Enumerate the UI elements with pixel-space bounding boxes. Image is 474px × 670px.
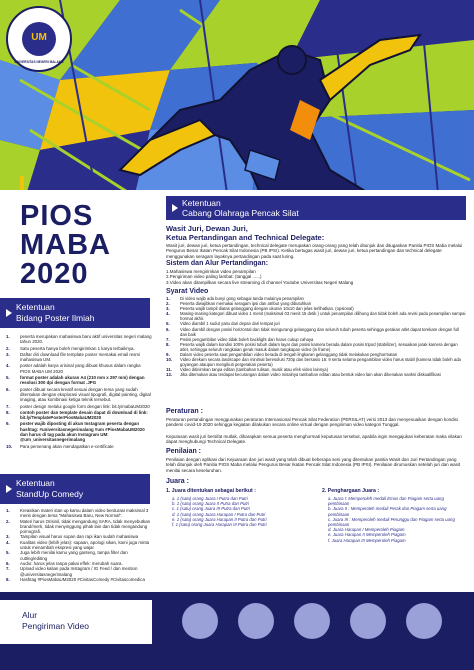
- list-item: d. Juara Harapan I Memperoleh Piagam: [328, 527, 405, 533]
- flow-step-3: [294, 603, 330, 639]
- list-item: 3.Video akan ditampilkan secara live streaming di channel Youtube Universitas Negeri Malang: [166, 279, 354, 285]
- list-item: b. Juara II : Memperoleh medali Perak dan Piagam serta uang pembinaan: [328, 506, 447, 517]
- ribbon-label: Ketentuan: [182, 198, 221, 208]
- list-item: 10. Para pemenang akan mendapatkan e-certificate: [6, 443, 114, 449]
- seal-text: UNIVERSITAS NEGERI MALANG: [14, 60, 64, 64]
- list-item: 1. peserta merupakan mahasiswa baru aktif universitas negeri malang tahun 2020.: [6, 334, 152, 345]
- alur-title: Pengiriman Video: [22, 621, 89, 631]
- list-item: 6. Audio: harus jelas tanpa pakai effek: merubah suara.: [6, 560, 123, 566]
- flow-step-2: [238, 603, 274, 639]
- university-seal: [6, 6, 72, 72]
- list-item: 4. Kualitas video (lebih jelas): sapaan, apologi sikan, kami juga minta untuk menambah ekspresi yang wajar: [6, 539, 150, 551]
- list-item: 11. Video ditinimkan tanpa editan (tambahan tulisan, musik atau efek video lainnya): [166, 367, 328, 373]
- list-item: 3. Daftar diri download file template poster memakai email resmi mahasiswa UM.: [6, 351, 141, 363]
- sistem-heading: Sistem dan Alur Pertandingan:: [166, 260, 269, 267]
- ribbon-title: Bidang Poster Ilmiah: [16, 313, 95, 323]
- list-item: 5. Video diambil 1 sudut yaitu dari depan dari tempat juri: [166, 321, 280, 327]
- list-item: 3. Peserta wajib tampil diatas gelanggang dengan ukuran 10x10 dan jelas terlihatkan. (opsional): [166, 306, 354, 312]
- pencak-heading-2: Ketua Pertandingan and Technical Delegate:: [166, 233, 325, 242]
- list-item: 7. Upload video kalian pada Instagram / IG Feed / dan mention @universitasnegerimalang: [6, 566, 138, 577]
- list-item: 10. Video direkam secara landscape dan minimal beresolusi 720p dan bersasio 16: 9 serta selama pengambilan video harus stabil (kamera tidak boleh ada goyangan ataupun mengikuti pergerakan peserta): [166, 357, 461, 368]
- ribbon-poster-ilmiah: [0, 298, 150, 328]
- list-item: 1.Mahasiswa mengirimkan video penampilan: [166, 269, 256, 274]
- alur-box: [0, 600, 152, 644]
- pencak-heading-1: Wasit Juri, Dewan Juri,: [166, 224, 248, 233]
- title-line-1: PIOS: [20, 200, 94, 232]
- list-item: 2.Pengiriman video paling lambat: (tanggal ......): [166, 274, 262, 280]
- list-item: e. Juara Harapan II Memperoleh Piagam: [328, 532, 406, 538]
- ribbon-pencak-silat: [166, 196, 466, 220]
- list-item: 8. Hashtag #PiosMabaUM2020 #CivitasComedy #Civitascomedica: [6, 576, 145, 582]
- ilmiah-rules-list: [6, 334, 152, 450]
- list-item: 5. format poster adalah ukuran A4 (210 mm x 297 mm) dengan resolusi 300 dpi dengan format .JPG: [6, 375, 145, 386]
- juara-2-heading: 2. Penghargaan Juara :: [322, 488, 380, 494]
- arrow-icon: [172, 204, 178, 212]
- list-item: a. 1 (satu) orang Juara I Putra dan Putri: [172, 496, 248, 501]
- list-item: 6. Video diambil dengan posisi horizontal dan tidak mengurangi gelanggang dan seluruh tubuh peserta sehingga gerakan atlet dapat terekam dengan full dan baik: [166, 326, 459, 337]
- ribbon-title: Cabang Olahraga Pencak Silat: [182, 208, 299, 218]
- list-item: c. Juara III : Memperoleh medali Perunggu dan Piagam serta uang pembinaan: [328, 516, 455, 528]
- list-item: 12. Jika ditemukan atau terdapat kecurangan dalam video misalnya tambahan editan atau bentuk video lain akan dikenakan sanksi diskualifikasi: [166, 372, 441, 378]
- syarat-list: [166, 296, 466, 378]
- list-item: e. 1 (satu) orang Juara Harapan II Putra dan Putri: [172, 516, 267, 522]
- list-item: f. 1 (satu) orang Juara Harapan III Putra dan Putri: [172, 522, 267, 528]
- list-item: 7. poster design melalui google form dengan link: bit.ly/mabaUM2020: [6, 403, 150, 409]
- ribbon-title: StandUp Comedy: [16, 489, 84, 499]
- flow-step-4: [350, 603, 386, 639]
- list-item: 6. poster dibuat secara kreatif sesuai dengan tema yang sudah ditentukan dengan eksplorasi visual tipografi, digital painting, digital imaging, atau kombinasi ketiga teknik tersebut.: [6, 386, 151, 403]
- list-item: 9. poster wajib diposting di akun Instagram peserta dengan hashtag: #universitasnegerimalang #um #PiosMabaUM2020 dan harus di tag pada akun Instagram UM: @um_universitasnegerimalang: [6, 421, 145, 443]
- title-line-3: 2020: [20, 258, 89, 290]
- list-item: 8. contoh poster dan template desain dapat di download di link: bit.ly/TemplatePosterPiosMabaUM2020: [6, 409, 148, 421]
- page-title: [20, 202, 111, 289]
- ribbon-label: Ketentuan: [16, 302, 55, 312]
- arrow-icon: [6, 309, 12, 317]
- list-item: b. 1 (satu) orang Juara II Putra dan Putri: [172, 501, 249, 507]
- list-item: 7. Posisi pengambilan video tidak boleh backlight dan harus cukup cahaya: [166, 336, 314, 342]
- list-item: 3. Tampilan visual harus sopan dan rapi ikan sudah mahasiswa: [6, 534, 139, 540]
- list-item: c. 1 (satu) orang Juara III Putra dan Putri: [172, 506, 250, 512]
- penilaian-text: Penilaian dengan aplikasi dari Kejuaraan dan juri wasit yang telah dibuat beberapa seni yang ditentukan panitia Wasit dan Juri Pertandingan yang telah ditunjuk oleh Panitia PIOS Maba melalui Pengurus Besar Ikatan Pencak Silat Indonesia (PB IPSI). Penilaian dirumuskan setelah juri dan wasit menilai secara keseluruhan.: [166, 457, 461, 473]
- peraturan-text-2: Keputusan wasit juri bersifat mutlak, diharapkan semua peserta menghormati keputusan tersebut, apabila ingin mengajukan keberatan maka silakan dapat menghubungi Technical Delegate.: [166, 434, 462, 445]
- list-item: f. Juara Harapan III Memperoleh Piagam: [328, 537, 406, 543]
- seal-mark: UM: [31, 32, 47, 43]
- juara-2-list: [328, 496, 466, 543]
- penilaian-heading: Penilaian :: [166, 448, 202, 455]
- flow-step-5: [406, 603, 442, 639]
- list-item: a. Juara I: Memperoleh medali Emas dan Piagam serta uang pembinaan: [328, 496, 444, 507]
- list-item: 5. Juga lebih menilai kamu yang ganteng, tampa filter dan cutting/editing: [6, 550, 128, 561]
- list-item: 4. poster adalah karya orisinal yang dibuat khusus dalam rangka PIOS MABA UM 2020: [6, 363, 141, 374]
- ribbon-standup-comedy: [0, 474, 150, 504]
- list-item: 1. Kreasikan materi stan up kamu dalam video berdurasi maksimal 3 menit dengan tema "Mahasiswa Baru, New Normal".: [6, 508, 149, 519]
- syarat-heading: Syarat Video: [166, 288, 209, 295]
- list-item: 1. Di video wajib ada bunyi gong sebagai tanda mulainya penampilan: [166, 296, 304, 301]
- ribbon-label: Ketentuan: [16, 478, 55, 488]
- juara-heading: Juara :: [166, 478, 189, 485]
- peraturan-text: Peraturan pertandingan menggunakan peraturan Internasional Pencak Silat Federation (PERSILAT) versi 2013 dan menyesuaikan dengan kondisi pandemi covid-19 2020 sehingga kegiatan dilakukan secara online virtual dengan pengiriman video kategori Tunggal.: [166, 417, 458, 428]
- juara-1-heading: 1. Juara ditentukan sebagai berikut :: [166, 488, 256, 494]
- alur-label: Alur: [22, 610, 38, 620]
- list-item: 2. Materi harus Orisinil, tidak mengandung SARA, tidak menyebutkan brand/merk, tidak menyinggung pihak lain dan tidak mengandung pornografi.: [6, 518, 151, 535]
- standup-rules-list: [6, 508, 152, 582]
- sistem-list: [166, 269, 466, 285]
- arrow-icon: [6, 485, 12, 493]
- list-item: 2. Satu peserta hanya boleh mengirimkan 1 karya terbaiknya.: [6, 345, 135, 351]
- list-item: 9. Dalam video peserta saat pengambilan video berada di tengah lingkaran gelanggang tidak melakukan penghormatan: [166, 352, 398, 358]
- pencak-intro: Wasit juri, dewan juri, ketua pertandingan, technical delegate merupakan orang-orang yang telah ditunjuk dan ditugaskan Panitia PIOS Maba melalui Pengurus Besar Ikatan Pencak Silat Indonesia (PB IPSI). Ketika bertugas wasit juri, dewan juri, ketua pertandingan dan technical delegate menggunakan seragam layaknya pertandingan pada saat luring.: [166, 243, 463, 259]
- list-item: 8. Peserta wajib dalam kondisi 100% posisi tubuh dalam layar dan posisi kamera berada dalam posisi tripod (stabilizer), sesuaikan jarak kamera dengan atlet, sehingga seluruh rangkaian gerak masuk dalam tangkapan video (in frame): [166, 341, 458, 352]
- flow-step-1: [182, 603, 218, 639]
- title-line-2: MABA: [20, 229, 111, 261]
- list-item: d. 1 (satu) orang Juara Harapan I Putra dan Putri: [172, 511, 266, 517]
- juara-1-list: [172, 496, 312, 527]
- list-item: 2. Peserta diwajibkan memakai seragam ipsi dan atribut yang dibutuhkan: [166, 301, 312, 307]
- peraturan-heading: Peraturan :: [166, 408, 203, 415]
- list-item: 4. Masing-masing kategori dibuat video 1 menit (maksimal 03 menit 15 detik ) untuk penampilan dilihung dan tidak boleh ada revisi pada penampilan sampai hormat akhir.: [166, 311, 466, 322]
